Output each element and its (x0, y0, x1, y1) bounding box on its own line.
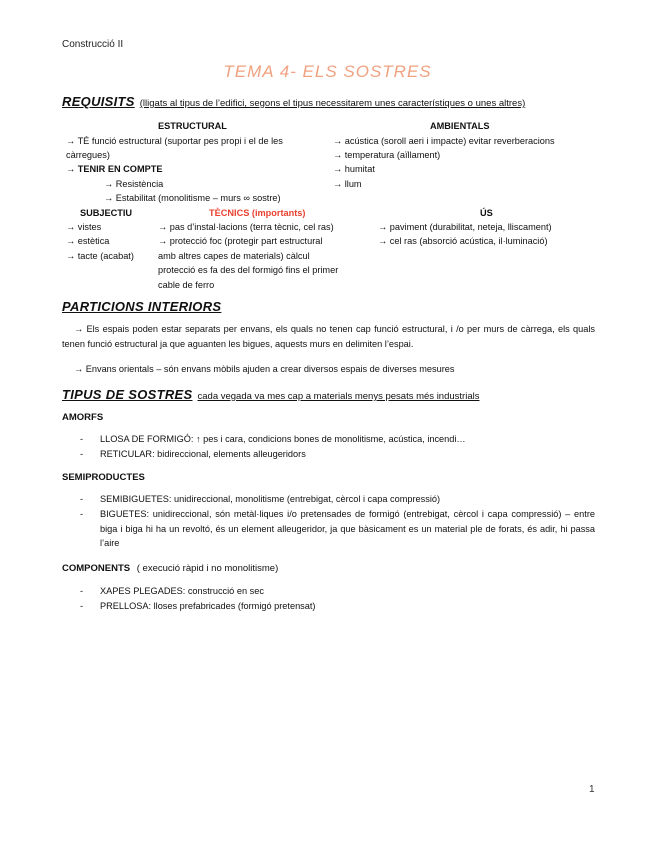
components-heading: COMPONENTS (62, 563, 131, 574)
ambientals-heading: AMBIENTALS (430, 121, 490, 131)
structural-line-3: → TENIR EN COMPTE (66, 164, 163, 174)
running-header: Construcció II (62, 39, 124, 50)
tecnics-item: amb altres capes de materials) càlcul (158, 251, 310, 261)
semiproductes-item: BIGUETES: unidireccional, són metàl·liques i/o pretensades de formigó (entrebigat, cèrcol i capa compressió) – entre biga i biga hi ha un revoltó, és un element alleugeridor, ja que bàsicament es un material ple de forats, és adir, hi passa l’aire (100, 509, 595, 548)
us-item: → paviment (durabilitat, neteja, lliscament) (378, 222, 552, 232)
list-dash: - (80, 449, 84, 459)
document-title: TEMA 4- ELS SOSTRES (223, 62, 432, 81)
structural-line-2: càrregues) (66, 150, 110, 160)
requisits-note: (lligats al tipus de l’edifici, segons el tipus necessitarem unes característiques o unes altres) (139, 98, 526, 109)
components-item: PRELLOSA: lloses prefabricades (formigó pretensat) (100, 601, 316, 611)
amorfs-item: RETICULAR: bidireccional, elements alleugeridors (100, 449, 306, 459)
ambientals-item: → acústica (soroll aeri i impacte) evitar reverberacions (333, 136, 555, 146)
structural-heading: ESTRUCTURAL (158, 121, 227, 131)
amorfs-item: LLOSA DE FORMIGÓ: ↑ pes i cara, condicions bones de monolitisme, acústica, incendi… (100, 434, 466, 444)
list-dash: - (80, 434, 84, 444)
tecnics-heading: TÈCNICS (importants) (209, 208, 306, 218)
section-heading-particions: PARTICIONS INTERIORS (62, 299, 222, 314)
ambientals-item: → llum (333, 179, 362, 189)
tecnics-item: cable de ferro (158, 280, 215, 290)
section-heading-tipus (62, 387, 479, 402)
semiproductes-heading: SEMIPRODUCTES (62, 472, 145, 483)
ambientals-item: → humitat (333, 164, 375, 174)
list-dash: - (80, 586, 84, 596)
structural-line-5: → Estabilitat (monolitisme – murs ∞ sostre) (104, 193, 281, 203)
tipus-heading: TIPUS DE SOSTRES (62, 387, 193, 402)
us-heading: ÚS (480, 208, 493, 218)
semiproductes-item: SEMIBIGUETES: unidireccional, monolitisme (entrebigat, cèrcol i capa compressió) (100, 494, 441, 504)
amorfs-heading: AMORFS (62, 412, 104, 423)
list-dash: - (80, 601, 84, 611)
tecnics-item: protecció es fa des del formigó fins el primer (158, 265, 339, 275)
components-heading-row (62, 563, 278, 574)
tecnics-item: → pas d’instal·lacions (terra tècnic, cel ras) (158, 222, 334, 232)
requisits-heading: REQUISITS (62, 94, 135, 109)
us-item: → cel ras (absorció acústica, il·luminació) (378, 236, 548, 246)
list-dash: - (80, 509, 84, 519)
subjectiu-item: → vistes (66, 222, 102, 232)
structural-line-4: → Resistència (104, 179, 164, 189)
subjectiu-heading: SUBJECTIU (80, 208, 133, 218)
particions-paragraph-1: → Els espais poden estar separats per envans, els quals no tenen cap funció estructural, i /o per murs de càrrega, els quals tenen funció estructural ja que aguanten les bigues, aquests murs en delimiten l’espai. (62, 324, 595, 349)
tecnics-item: → protecció foc (protegir part estructural (158, 236, 323, 246)
structural-line-1: → TÉ funció estructural (suportar pes propi i el de les (66, 136, 283, 146)
ambientals-item: → temperatura (aïllament) (333, 150, 441, 160)
subjectiu-item: → tacte (acabat) (66, 251, 134, 261)
subjectiu-item: → estètica (66, 236, 110, 246)
section-heading-requisits (62, 94, 525, 109)
page-number: 1 (589, 784, 595, 795)
particions-paragraph-2: → Envans orientals – són envans mòbils ajuden a crear diversos espais de diverses mesures (74, 364, 455, 374)
tipus-note: cada vegada va mes cap a materials menys pesats més industrials (197, 391, 480, 402)
components-item: XAPES PLEGADES: construcció en sec (100, 586, 264, 596)
components-note: ( execució ràpid i no monolitisme) (136, 563, 279, 574)
list-dash: - (80, 494, 84, 504)
